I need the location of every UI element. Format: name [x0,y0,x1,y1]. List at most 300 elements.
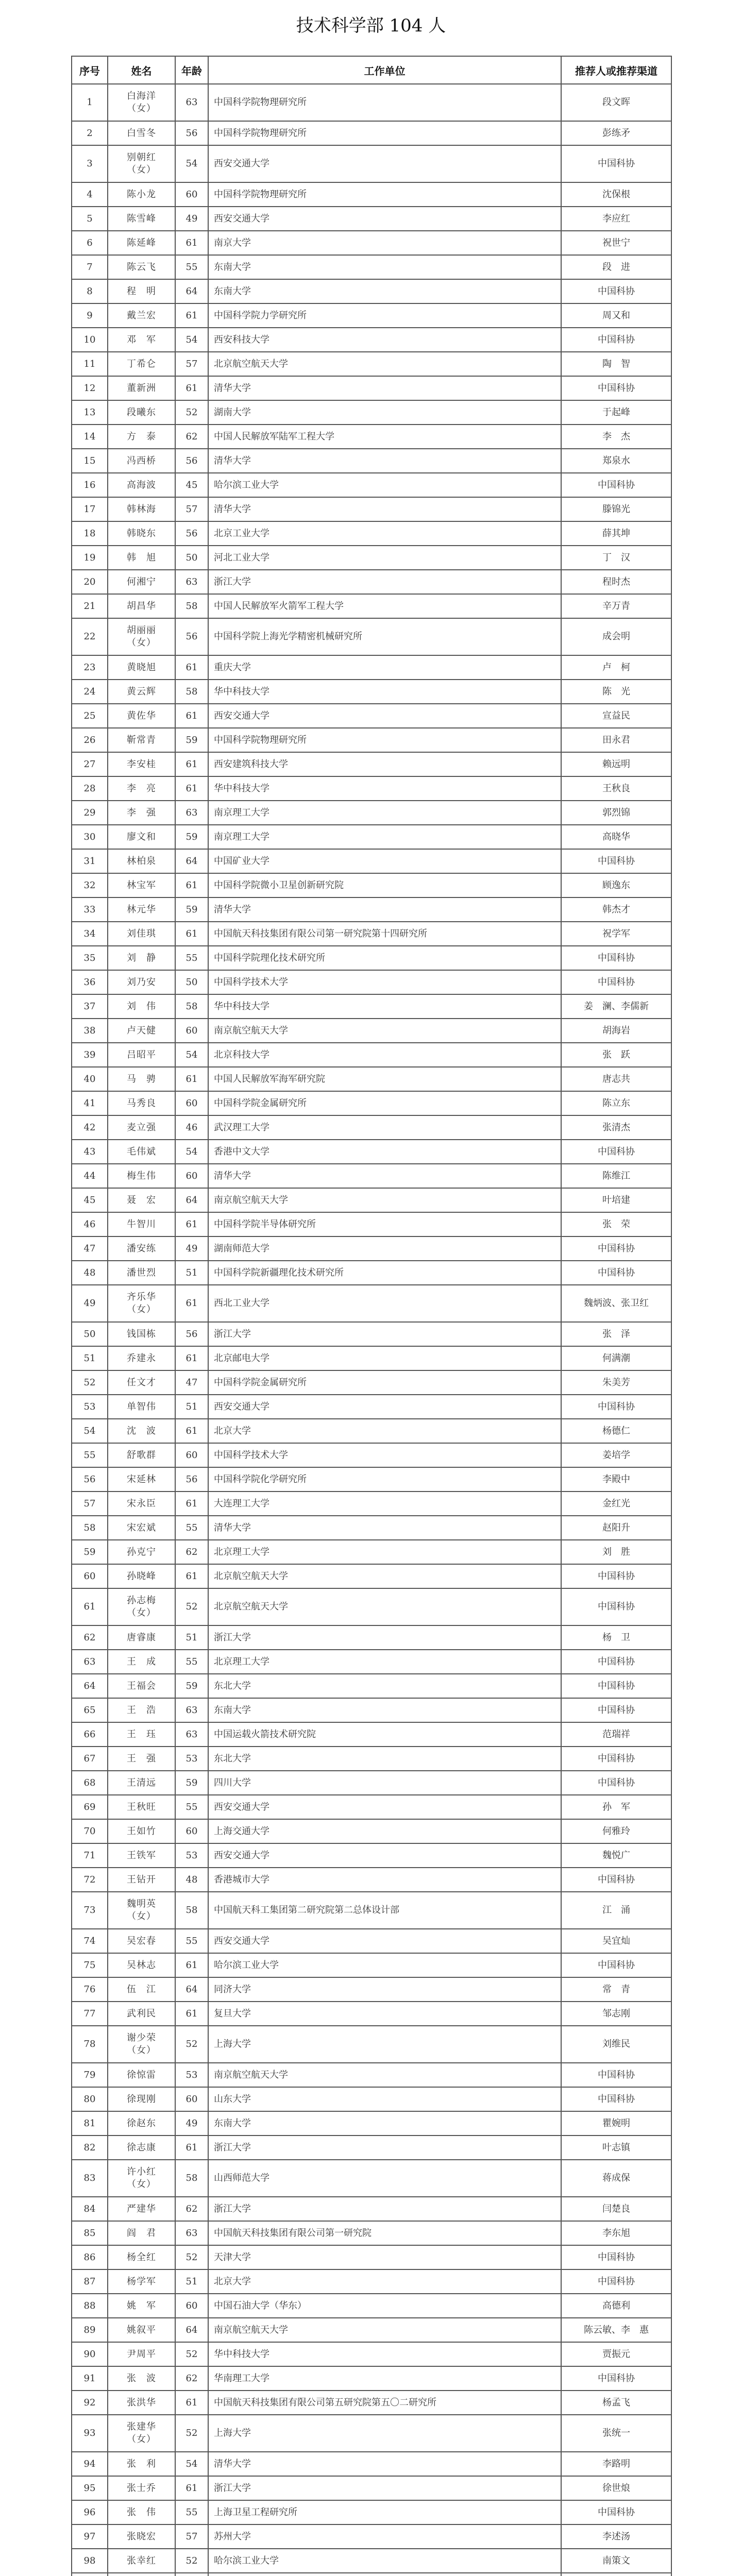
cell-unit: 北京工业大学 [208,521,561,546]
cell-name: 胡昌华 [108,594,175,618]
table-row [72,1212,671,1236]
cell-recommender: 范瑞祥 [561,1722,671,1747]
cell-name: 唐睿康 [108,1625,175,1650]
header-name: 姓名 [108,56,175,84]
cell-unit: 中国科学院上海光学精密机械研究所 [208,618,561,655]
table-row [72,1516,671,1540]
table-row [72,680,671,704]
cell-no: 4 [72,182,108,207]
cell-unit: 哈尔滨工业大学 [208,1953,561,1977]
table-row [72,1115,671,1140]
cell-name: 马 骋 [108,1067,175,1091]
cell-unit: 香港中文大学 [208,1140,561,1164]
cell-unit: 中国科学技术大学 [208,1443,561,1467]
cell-recommender: 中国科协 [561,1588,671,1625]
cell-no: 96 [72,2500,108,2524]
cell-unit: 中国科学院物理研究所 [208,728,561,752]
cell-age: 55 [175,946,208,970]
cell-no: 50 [72,1322,108,1346]
cell-age: 54 [175,145,208,182]
cell-recommender: 中国科协 [561,2500,671,2524]
cell-age: 50 [175,546,208,570]
cell-recommender: 中国科协 [561,1868,671,1892]
cell-name: 王如竹 [108,1819,175,1843]
cell-name: 董新洲 [108,376,175,400]
table-row [72,2026,671,2063]
cell-name: 宋宏斌 [108,1516,175,1540]
cell-recommender: 陈 光 [561,680,671,704]
cell-no: 92 [72,2391,108,2415]
cell-name: 孙晓峰 [108,1564,175,1588]
cell-name: 张 利 [108,2452,175,2476]
cell-unit: 上海交通大学 [208,1819,561,1843]
cell-unit: 中国人民解放军海军研究院 [208,1067,561,1091]
cell-no: 89 [72,2318,108,2342]
cell-age: 60 [175,1819,208,1843]
cell-name: 梅生伟 [108,1164,175,1188]
cell-age [175,2573,208,2576]
cell-recommender: 滕锦光 [561,497,671,521]
cell-no: 75 [72,1953,108,1977]
cell-age: 58 [175,680,208,704]
cell-name: 方 泰 [108,425,175,449]
cell-recommender: 丁 汉 [561,546,671,570]
cell-recommender: 陈维江 [561,1164,671,1188]
cell-no: 30 [72,825,108,849]
cell-recommender: 张 荣 [561,1212,671,1236]
cell-name: 谢少荣 （女） [108,2026,175,2063]
cell-unit: 中国航天科技集团有限公司第一研究院第十四研究所 [208,922,561,946]
cell-name: 王 强 [108,1747,175,1771]
cell-recommender: 段 进 [561,255,671,279]
cell-no: 24 [72,680,108,704]
cell-no: 54 [72,1419,108,1443]
cell-no: 42 [72,1115,108,1140]
cell-unit: 中国航天科技集团有限公司第五研究院第五〇二研究所 [208,2391,561,2415]
table-row [72,655,671,680]
cell-name: 李 强 [108,801,175,825]
table-row [72,2391,671,2415]
cell-unit: 南京理工大学 [208,825,561,849]
cell-recommender: 顾逸东 [561,873,671,897]
cell-no: 59 [72,1540,108,1564]
cell-recommender: 张 跃 [561,1043,671,1067]
cell-age: 57 [175,497,208,521]
cell-name: 陈雪峰 [108,207,175,231]
cell-age: 53 [175,2063,208,2087]
cell-recommender: 中国科协 [561,2063,671,2087]
cell-unit: 清华大学 [208,1516,561,1540]
cell-name: 王钻开 [108,1868,175,1892]
cell-age: 52 [175,2415,208,2452]
table-row [72,2269,671,2294]
cell-age: 60 [175,2087,208,2111]
cell-age: 61 [175,752,208,776]
cell-unit: 中国科学院物理研究所 [208,84,561,121]
cell-name: 牛智川 [108,1212,175,1236]
table-row [72,825,671,849]
cell-unit: 重庆大学 [208,655,561,680]
cell-unit: 同济大学 [208,1977,561,2002]
table-row [72,2197,671,2221]
cell-no: 12 [72,376,108,400]
cell-age: 61 [175,2002,208,2026]
cell-name: 姚 军 [108,2294,175,2318]
cell-no: 49 [72,1285,108,1322]
cell-no: 98 [72,2549,108,2573]
cell-name: 何湘宁 [108,570,175,594]
table-row [72,2160,671,2197]
cell-recommender: 中国科协 [561,279,671,303]
cell-name: 戴兰宏 [108,303,175,328]
cell-unit: 浙江大学 [208,1625,561,1650]
cell-no: 33 [72,897,108,922]
cell-no: 1 [72,84,108,121]
cell-unit: 华中科技大学 [208,776,561,801]
cell-name: 王 成 [108,1650,175,1674]
cell-recommender: 中国科协 [561,1236,671,1261]
table-row [72,2294,671,2318]
cell-age: 55 [175,255,208,279]
cell-name: 李安桂 [108,752,175,776]
cell-age: 47 [175,1370,208,1395]
cell-recommender: 中国科协 [561,1650,671,1674]
cell-unit: 浙江大学 [208,2197,561,2221]
table-row [72,2318,671,2342]
cell-no: 78 [72,2026,108,2063]
table-row [72,1395,671,1419]
cell-age: 49 [175,207,208,231]
cell-no: 69 [72,1795,108,1819]
cell-unit: 南京大学 [208,231,561,255]
cell-age: 61 [175,2476,208,2500]
table-row [72,449,671,473]
cell-no: 81 [72,2111,108,2136]
cell-name: 程 明 [108,279,175,303]
cell-unit: 中国航天科技集团有限公司第一研究院 [208,2221,561,2245]
cell-unit: 苏州大学 [208,2524,561,2549]
cell-unit: 中国科学院金属研究所 [208,1091,561,1115]
cell-no: 2 [72,121,108,145]
table-row [72,2476,671,2500]
table-row [72,2221,671,2245]
cell-age: 56 [175,121,208,145]
cell-age: 60 [175,182,208,207]
cell-recommender: 闫楚良 [561,2197,671,2221]
cell-no: 38 [72,1019,108,1043]
table-row [72,231,671,255]
cell-age: 59 [175,728,208,752]
cell-age: 52 [175,2549,208,2573]
table-row [72,497,671,521]
cell-age: 61 [175,1492,208,1516]
table-row [72,752,671,776]
cell-age: 60 [175,1091,208,1115]
cell-name: 刘 伟 [108,994,175,1019]
cell-no: 77 [72,2002,108,2026]
cell-age: 58 [175,994,208,1019]
cell-recommender: 陈云敏、李 惠 [561,2318,671,2342]
cell-age: 61 [175,776,208,801]
cell-no: 21 [72,594,108,618]
cell-unit: 哈尔滨工业大学 [208,473,561,497]
cell-age: 52 [175,400,208,425]
table-row [72,84,671,121]
cell-unit: 东南大学 [208,2111,561,2136]
cell-unit: 西北工业大学 [208,1285,561,1322]
cell-name: 孙志梅 （女） [108,1588,175,1625]
cell-no: 36 [72,970,108,994]
cell-recommender: 高德利 [561,2294,671,2318]
cell-no: 32 [72,873,108,897]
cell-age: 52 [175,1588,208,1625]
table-row [72,2549,671,2573]
cell-name: 黄云辉 [108,680,175,704]
cell-age: 63 [175,801,208,825]
table-row [72,1067,671,1091]
cell-age: 51 [175,1625,208,1650]
cell-name: 白海洋 （女） [108,84,175,121]
table-row [72,970,671,994]
cell-recommender: 高晓华 [561,825,671,849]
table-row [72,1747,671,1771]
cell-age: 53 [175,1747,208,1771]
cell-no: 93 [72,2415,108,2452]
cell-unit: 西安交通大学 [208,145,561,182]
cell-unit: 山西师范大学 [208,2160,561,2197]
cell-unit: 东南大学 [208,255,561,279]
cell-name: 任文才 [108,1370,175,1395]
cell-unit: 北京航空航天大学 [208,352,561,376]
cell-name: 杨全红 [108,2245,175,2269]
cell-no: 73 [72,1892,108,1929]
cell-no: 31 [72,849,108,873]
cell-recommender: 中国科协 [561,473,671,497]
cell-age: 61 [175,2136,208,2160]
cell-name: 徐惊雷 [108,2063,175,2087]
cell-recommender: 李应红 [561,207,671,231]
cell-name: 陈小龙 [108,182,175,207]
table-row [72,1674,671,1698]
cell-recommender: 贾振元 [561,2342,671,2366]
table-row [72,1564,671,1588]
table-row [72,994,671,1019]
cell-name: 张 伟 [108,2500,175,2524]
cell-recommender: 中国科协 [561,328,671,352]
cell-age: 62 [175,1540,208,1564]
cell-name: 孙克宁 [108,1540,175,1564]
cell-age: 53 [175,1843,208,1868]
cell-no: 39 [72,1043,108,1067]
cell-no: 48 [72,1261,108,1285]
cell-name: 姚叙平 [108,2318,175,2342]
table-row [72,328,671,352]
cell-unit: 东南大学 [208,279,561,303]
cell-no: 19 [72,546,108,570]
cell-recommender: 程时杰 [561,570,671,594]
cell-no: 58 [72,1516,108,1540]
cell-name: 张建华 （女） [108,2415,175,2452]
table-row [72,400,671,425]
cell-age: 57 [175,352,208,376]
cell-age: 61 [175,1285,208,1322]
cell-age: 59 [175,897,208,922]
table-row [72,1370,671,1395]
cell-name: 段曦东 [108,400,175,425]
cell-name: 胡丽丽 （女） [108,618,175,655]
cell-recommender: 邹志刚 [561,2002,671,2026]
cell-unit: 清华大学 [208,897,561,922]
cell-recommender: 中国科协 [561,1564,671,1588]
cell-recommender: 周又和 [561,303,671,328]
cell-age: 61 [175,231,208,255]
cell-recommender: 张清杰 [561,1115,671,1140]
cell-no: 15 [72,449,108,473]
cell-recommender: 彭练矛 [561,121,671,145]
cell-age: 54 [175,2452,208,2476]
cell-no: 66 [72,1722,108,1747]
cell-unit: 北京航空航天大学 [208,1564,561,1588]
cell-unit [208,2573,561,2576]
cell-no: 95 [72,2476,108,2500]
cell-age: 56 [175,1467,208,1492]
cell-recommender: 何雅玲 [561,1819,671,1843]
cell-name: 毛伟斌 [108,1140,175,1164]
cell-no: 53 [72,1395,108,1419]
table-row [72,2136,671,2160]
cell-unit: 中国科学院金属研究所 [208,1370,561,1395]
table-header [72,56,671,84]
cell-name: 张幸红 [108,2549,175,2573]
cell-no: 70 [72,1819,108,1843]
table-row [72,303,671,328]
cell-unit: 北京大学 [208,2269,561,2294]
cell-recommender: 江 涌 [561,1892,671,1929]
cell-age: 56 [175,618,208,655]
table-row [72,1164,671,1188]
cell-age: 63 [175,84,208,121]
cell-name: 吕昭平 [108,1043,175,1067]
table-row [72,1771,671,1795]
cell-age: 61 [175,873,208,897]
cell-unit: 华中科技大学 [208,680,561,704]
cell-no: 10 [72,328,108,352]
cell-unit: 浙江大学 [208,570,561,594]
cell-unit: 中国科学院新疆理化技术研究所 [208,1261,561,1285]
table-row [72,2452,671,2476]
cell-recommender: 金红光 [561,1492,671,1516]
cell-age: 61 [175,1067,208,1091]
cell-name: 韩晓东 [108,521,175,546]
cell-recommender: 赖远明 [561,752,671,776]
cell-no: 27 [72,752,108,776]
cell-unit: 河北工业大学 [208,546,561,570]
cell-no: 17 [72,497,108,521]
cell-no: 20 [72,570,108,594]
cell-name: 黄佐华 [108,704,175,728]
cell-name: 王福会 [108,1674,175,1698]
table-row [72,1188,671,1212]
cell-recommender: 郭烈锦 [561,801,671,825]
cell-name: 邓 军 [108,328,175,352]
cell-name: 刘乃安 [108,970,175,994]
cell-unit: 大连理工大学 [208,1492,561,1516]
cell-unit: 清华大学 [208,497,561,521]
cell-recommender: 李东旭 [561,2221,671,2245]
cell-no: 83 [72,2160,108,2197]
cell-age: 63 [175,1722,208,1747]
cell-unit: 东北大学 [208,1674,561,1698]
cell-name: 韩 旭 [108,546,175,570]
cell-no: 35 [72,946,108,970]
cell-no: 52 [72,1370,108,1395]
cell-unit: 北京理工大学 [208,1540,561,1564]
table-row [72,1236,671,1261]
cell-no: 63 [72,1650,108,1674]
cell-no: 47 [72,1236,108,1261]
cell-name [108,2573,175,2576]
cell-no: 9 [72,303,108,328]
cell-unit: 湖南师范大学 [208,1236,561,1261]
cell-recommender: 成会明 [561,618,671,655]
cell-no: 5 [72,207,108,231]
cell-unit: 清华大学 [208,376,561,400]
cell-age: 59 [175,1771,208,1795]
cell-name: 王 浩 [108,1698,175,1722]
cell-recommender: 魏炳波、张卫红 [561,1285,671,1322]
header-unit: 工作单位 [208,56,561,84]
table-row [72,2342,671,2366]
cell-no: 60 [72,1564,108,1588]
cell-name: 单智伟 [108,1395,175,1419]
cell-recommender: 中国科协 [561,2087,671,2111]
cell-no: 18 [72,521,108,546]
cell-unit: 北京邮电大学 [208,1346,561,1370]
cell-recommender: 孙 军 [561,1795,671,1819]
table-row [72,1819,671,1843]
cell-no [72,2573,108,2576]
cell-no: 62 [72,1625,108,1650]
cell-unit: 北京科技大学 [208,1043,561,1067]
cell-age: 51 [175,1395,208,1419]
table-row [72,2245,671,2269]
table-row [72,1492,671,1516]
cell-age: 62 [175,425,208,449]
table-row [72,873,671,897]
cell-name: 尹周平 [108,2342,175,2366]
cell-unit: 中国科学院物理研究所 [208,121,561,145]
cell-recommender: 朱美芳 [561,1370,671,1395]
table-row [72,1419,671,1443]
cell-unit: 西安科技大学 [208,328,561,352]
cell-age: 55 [175,2500,208,2524]
cell-no: 40 [72,1067,108,1091]
cell-age: 55 [175,1650,208,1674]
cell-name: 钱国栋 [108,1322,175,1346]
cell-no: 8 [72,279,108,303]
cell-recommender: 宣益民 [561,704,671,728]
table-row [72,728,671,752]
table-row [72,425,671,449]
cell-recommender: 杨孟飞 [561,2391,671,2415]
cell-recommender: 祝学军 [561,922,671,946]
table-row [72,897,671,922]
cell-unit: 中国科学院化学研究所 [208,1467,561,1492]
cell-recommender: 瞿婉明 [561,2111,671,2136]
cell-recommender: 中国科协 [561,1261,671,1285]
table-row [72,1795,671,1819]
cell-recommender: 杨德仁 [561,1419,671,1443]
